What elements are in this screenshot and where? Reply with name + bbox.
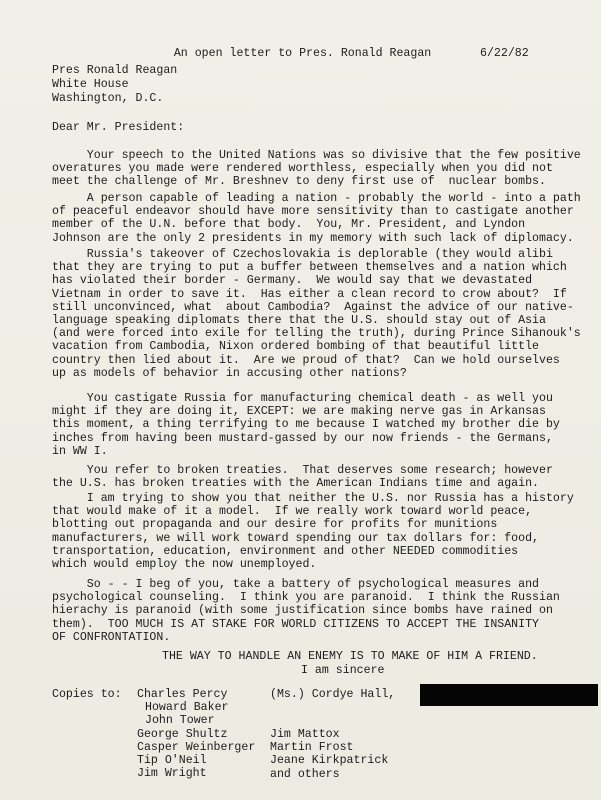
- paragraph-line: them). TOO MUCH IS AT STAKE FOR WORLD CITIZENS TO ACCEPT THE INSANITY: [52, 617, 540, 631]
- salutation: Dear Mr. President:: [52, 121, 185, 134]
- paragraph-5: [52, 464, 597, 490]
- paragraph-2: [52, 192, 597, 245]
- paragraph-7: [52, 578, 597, 644]
- paragraph-4: [52, 392, 597, 458]
- paragraph-line: language speaking diplomats there that the U.S. should stay out of Asia: [52, 314, 546, 328]
- copies-column-1: [137, 688, 255, 780]
- copy-recipient: Charles Percy: [137, 688, 228, 701]
- paragraph-line: that would make of it a model. If we really work toward world peace,: [52, 505, 533, 519]
- paragraph-line: this moment, a thing terrifying to me because I watched my brother die by: [52, 418, 560, 432]
- copy-recipient: Tip O'Neil: [137, 754, 207, 768]
- paragraph-line: hierachy is paranoid (with some justification since bombs have rained on: [52, 604, 553, 618]
- address-line-2: White House: [52, 78, 129, 91]
- copy-recipient: Jim Mattox: [270, 728, 340, 741]
- paragraph-line: So - - I beg of you, take a battery of psychological measures and: [52, 578, 540, 591]
- address-line-1: Pres Ronald Reagan: [52, 64, 178, 77]
- paragraph-line: still unconvinced, what about Cambodia? Against the advice of our native-: [52, 300, 574, 314]
- copy-recipient: Jeane Kirkpatrick: [270, 754, 389, 768]
- paragraph-line: might if they are doing it, EXCEPT: we are making nerve gas in Arkansas: [52, 405, 546, 419]
- copy-recipient: Martin Frost: [270, 741, 354, 755]
- paragraph-line: has violated their border - Germany. We would say that we devastated: [52, 274, 533, 288]
- paragraph-6: [52, 492, 597, 571]
- paragraph-line: Johnson are the only 2 presidents in my memory with such lack of diplomacy.: [52, 231, 574, 245]
- copies-label: Copies to:: [52, 688, 122, 701]
- closing-motto: THE WAY TO HANDLE AN ENEMY IS TO MAKE OF HIM A FRIEND.: [162, 650, 538, 663]
- paragraph-line: vacation from Cambodia, Nixon ordered bombing of that beautiful little: [52, 340, 540, 354]
- copy-recipient: Howard Baker: [145, 701, 229, 715]
- copy-recipient: John Tower: [145, 714, 215, 728]
- copy-recipient: George Shultz: [137, 727, 228, 741]
- paragraph-line: OF CONFRONTATION.: [52, 630, 171, 644]
- paragraph-line: of peaceful endeavor should have more sensitivity than to castigate another: [52, 205, 574, 219]
- paragraph-line: You castigate Russia for manufacturing chemical death - as well you: [52, 392, 553, 405]
- letter-date: 6/22/82: [479, 47, 529, 61]
- copy-recipient: Casper Weinberger: [137, 740, 256, 754]
- paragraph-line: country then lied about it. Are we proud of that? Can we hold ourselves: [52, 353, 560, 367]
- paragraph-line: up as models of behavior in accusing other nations?: [52, 366, 407, 380]
- paragraph-line: (and were forced into exile for telling the truth), during Prince Sihanouk's: [52, 327, 581, 341]
- paragraph-3: [52, 248, 597, 380]
- redaction-box: [420, 684, 598, 706]
- address-line-3: Washington, D.C.: [52, 92, 164, 105]
- paragraph-line: Vietnam in order to save it. Has either a clean record to crow about? If: [52, 287, 567, 301]
- paragraph-line: member of the U.N. before that body. You, Mr. President, and Lyndon: [52, 218, 526, 232]
- paragraph-line: transportation, education, environment and other NEEDED commodities: [52, 544, 519, 558]
- paragraph-line: inches from having been mustard-gassed by our now friends - the Germans,: [52, 431, 553, 445]
- paragraph-line: manufacturers, we will work toward spending our tax dollars for: food,: [52, 531, 540, 545]
- paragraph-line: overatures you made were rendered worthless, especially when you did not: [52, 162, 553, 176]
- paragraph-line: meet the challenge of Mr. Breshnev to deny first use of nuclear bombs.: [52, 175, 546, 189]
- signature-name: (Ms.) Cordye Hall,: [270, 688, 396, 701]
- letter-title: An open letter to Pres. Ronald Reagan: [173, 47, 432, 61]
- paragraph-line: which would employ the now unemployed.: [52, 558, 317, 572]
- paragraph-line: blotting out propaganda and our desire for profits for munitions: [52, 518, 498, 532]
- paragraph-line: that they are trying to put a buffer between themselves and a nation which: [52, 261, 567, 275]
- paragraph-1: [52, 149, 597, 189]
- closing-sincere: I am sincere: [301, 664, 385, 677]
- paragraph-line: Your speech to the United Nations was so divisive that the few positive: [52, 149, 581, 162]
- copy-recipient: Jim Wright: [137, 767, 207, 781]
- paragraph-line: A person capable of leading a nation - probably the world - into a path: [52, 192, 581, 205]
- letter-header: [146, 34, 529, 74]
- paragraph-line: the U.S. has broken treaties with the American Indians time and again.: [52, 477, 540, 491]
- paragraph-line: I am trying to show you that neither the U.S. nor Russia has a history: [52, 492, 574, 505]
- paragraph-line: psychological counseling. I think you are paranoid. I think the Russian: [52, 591, 560, 605]
- paragraph-line: You refer to broken treaties. That deserves some research; however: [52, 464, 553, 477]
- copy-recipient: and others: [270, 767, 340, 781]
- copies-column-2: [270, 728, 388, 781]
- paragraph-line: Russia's takeover of Czechoslovakia is deplorable (they would alibi: [52, 248, 553, 261]
- paragraph-line: in WW I.: [52, 444, 108, 458]
